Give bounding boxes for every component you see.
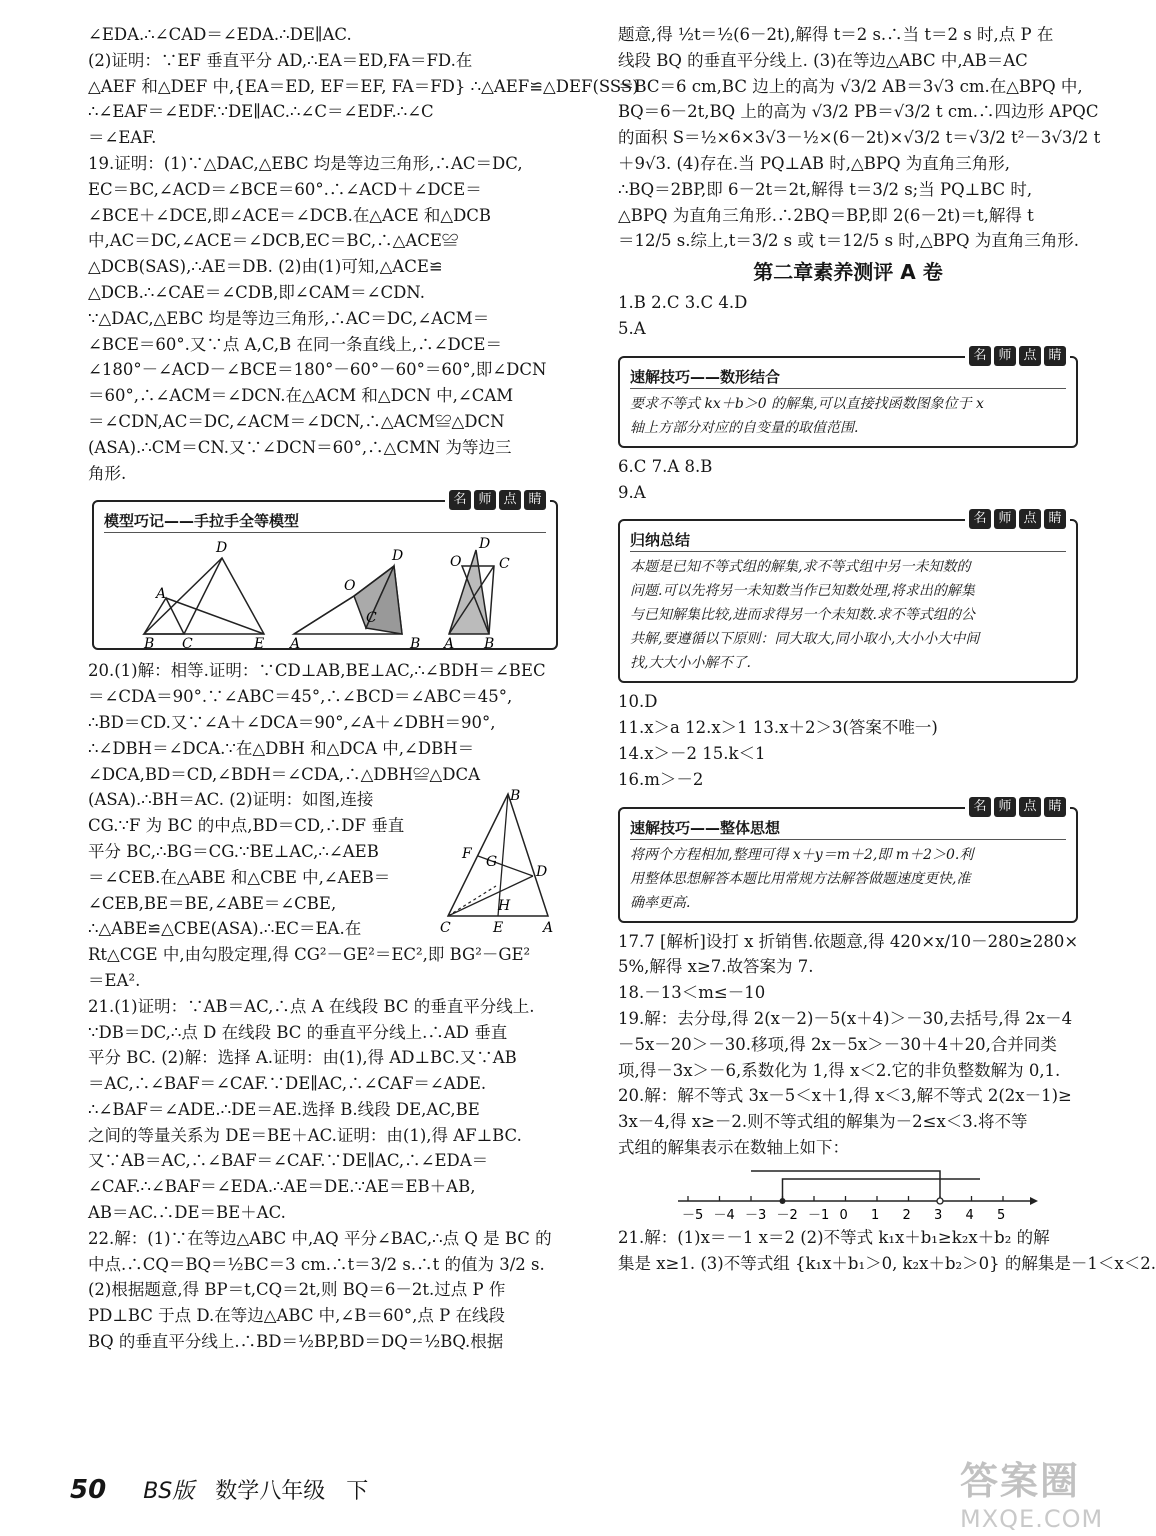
badge-char: 师 [994,346,1016,366]
text-line: ＝12/5 s.综上,t＝3/2 s 或 t＝12/5 s 时,△BPQ 为直角三角形. [618,231,1079,251]
text-line: ∴∠BAF＝∠ADE.∴DE＝AE.选择 B.线段 DE,AC,BE [88,1099,480,1119]
badge-char: 点 [1019,509,1041,529]
right-column [618,22,1156,1276]
text-line: Rt△CGE 中,由勾股定理,得 CG²－GE²＝EC²,即 BG²－GE² [88,945,531,965]
model-box [92,492,558,653]
answer-line: 11.x＞a 12.x＞1 13.x＋2＞3(答案不唯一) [618,718,938,738]
badge-tag [445,490,550,512]
figure-label: E [493,920,504,937]
badge-char: 名 [969,509,991,529]
text-line: ＝BC＝6 cm,BC 边上的高为 √3/2 AB＝3√3 cm.在△BPQ 中, [618,76,1083,96]
answer-line: 1.B 2.C 3.C 4.D [618,293,748,313]
tip-box-title: 速解技巧——数形结合 [630,366,1066,389]
figure-label: C [440,920,451,937]
text-line: ＝AC,∴∠BAF＝∠CAF.∵DE∥AC,∴∠CAF＝∠ADE. [88,1074,487,1094]
badge-char: 睛 [1044,346,1066,366]
tip-box-line: 找,大大小小解不了. [630,655,751,672]
number-line-tick-label: 5 [997,1207,1006,1223]
text-line: 角形. [88,463,127,483]
figure-label: D [216,540,228,557]
tip-box-line: 问题.可以先将另一未知数当作已知数处理,将求出的解集 [630,583,975,600]
text-line: 5%,解得 x≥7.故答案为 7. [618,957,814,977]
text-line: (ASA).∴BH＝AC. (2)证明：如图,连接 [88,790,374,810]
text-line: △BPQ 为直角三角形.∴2BQ＝BP,即 2(6－2t)＝t,解得 t [618,205,1034,225]
figure-label: D [392,548,404,565]
problem-20-22 [88,658,558,1355]
text-line: 之间的等量关系为 DE＝BE＋AC.证明：由(1),得 AF⊥BC. [88,1125,522,1145]
figure-label: B [510,788,521,805]
figure-label: C [499,556,510,573]
volume-label: 下 [346,1479,369,1504]
text-line: 3x－4,得 x≥－2.则不等式组的解集为－2≤x＜3.将不等 [618,1112,1028,1132]
tip-box-line: 要求不等式 kx＋b＞0 的解集,可以直接找函数图象位于 x [630,395,984,412]
text-line: 平分 BC. (2)解：选择 A.证明：由(1),得 AD⊥BC.又∵AB [88,1048,517,1068]
badge-tag [965,509,1070,531]
text-line: 集是 x≥1. (3)不等式组 {k₁x＋b₁＞0, k₂x＋b₂＞0} 的解集是－1＜x＜2. [618,1253,1156,1273]
figure-label: C [182,636,193,653]
text-line: ∠BCE＝60°.又∵点 A,C,B 在同一条直线上,∴∠DCE＝ [88,334,502,354]
watermark-logo: 答案圈 MXQE.COM [960,1459,1104,1533]
badge-char: 师 [474,490,496,510]
badge-char: 名 [969,346,991,366]
text-line: △DCB.∴∠CAE＝∠CDB,即∠CAM＝∠CDN. [88,282,425,302]
text-line: (ASA).∴CM＝CN.又∵∠DCN＝60°,∴△CMN 为等边三 [88,437,512,457]
text-line: ∴BQ＝2BP,即 6－2t＝2t,解得 t＝3/2 s;当 PQ⊥BC 时, [618,179,1033,199]
text-line: 22.解：(1)∵在等边△ABC 中,AQ 平分∠BAC,∴点 Q 是 BC 的 [88,1228,552,1248]
number-line-tick-label: 3 [934,1207,943,1223]
text-line: ＝∠EAF. [88,128,157,148]
text-line: 中,AC＝DC,∠ACE＝∠DCB,EC＝BC,∴△ACE≌ [88,231,459,251]
answer-line: 6.C 7.A 8.B [618,456,713,476]
figure-label: O [450,554,462,571]
tip-box [618,798,1078,923]
tip-box-line: 轴上方部分对应的自变量的取值范围. [630,419,859,436]
figure-label: H [498,898,511,915]
text-line: ＝EA². [88,970,141,990]
tip-box [618,511,1078,683]
text-line: AB＝AC.∴DE＝BE＋AC. [88,1203,286,1223]
text-line: PD⊥BC 于点 D.在等边△ABC 中,∠B＝60°,点 P 在线段 [88,1306,505,1326]
text-line: BQ＝6－2t,BQ 上的高为 √3/2 PB＝√3/2 t cm.∴四边形 APQC [618,102,1099,122]
figure-label: A [156,586,167,603]
text-line: 19.证明：(1)∵△DAC,△EBC 均是等边三角形,∴AC＝DC, [88,153,523,173]
number-line-tick-label: －4 [713,1207,735,1223]
figure-label: B [410,636,421,653]
badge-char: 点 [1019,346,1041,366]
answer-line: 16.m＞－2 [618,769,704,789]
tip-box [618,347,1078,448]
figure-label: D [479,536,491,553]
triangle-figure-q20 [438,786,558,936]
text-line: 19.解：去分母,得 2(x－2)－5(x＋4)＞－30,去括号,得 2x－4 [618,1008,1073,1028]
badge-tag [965,797,1070,819]
text-line: 20.(1)解：相等.证明：∵CD⊥AB,BE⊥AC,∴∠BDH＝∠BEC [88,661,546,681]
text-line: △DCB(SAS),∴AE＝DB. (2)由(1)可知,△ACE≌ [88,257,443,277]
text-line: 项,得－3x＞－6,系数化为 1,得 x＜2.它的非负整数解为 0,1. [618,1060,1061,1080]
text-line: 式组的解集表示在数轴上如下： [618,1137,849,1157]
figure-label: F [462,846,472,863]
figure-label: B [144,636,155,653]
text-line: 平分 BC,∴BG＝CG.∵BE⊥AC,∴∠AEB [88,841,379,861]
text-line: △AEF 和△DEF 中,{EA＝ED, EF＝EF, FA＝FD} ∴△AEF≌△DEF(SSS) [88,76,639,96]
badge-char: 睛 [1044,509,1066,529]
number-line-tick-label: －3 [745,1207,767,1223]
figure-label: A [290,636,301,653]
answer-line: 14.x＞－2 15.k＜1 [618,743,766,763]
text-line: ∵△DAC,△EBC 均是等边三角形,∴AC＝DC,∠ACM＝ [88,308,490,328]
text-line: ∠CEB,BE＝BE,∠ABE＝∠CBE, [88,893,337,913]
number-line-tick-label: 4 [965,1207,974,1223]
text-line: 线段 BQ 的垂直平分线上. (3)在等边△ABC 中,AB＝AC [618,50,1028,70]
text-line: 17.7 [解析]设打 x 折销售.依题意,得 420×x/10－280≥280× [618,931,1079,951]
badge-char: 点 [499,490,521,510]
answer-line: 9.A [618,482,646,502]
text-line: 又∵AB＝AC,∴∠BAF＝∠CAF.∵DE∥AC,∴∠EDA＝ [88,1151,489,1171]
text-line: ∠EDA.∴∠CAD＝∠EDA.∴DE∥AC. [88,25,352,44]
number-line-tick-label: －1 [808,1207,830,1223]
text-line: ∠BCE＋∠DCE,即∠ACE＝∠DCB.在△ACE 和△DCB [88,205,492,225]
text-line: ＝60°,∴∠ACM＝∠DCN.在△ACM 和△DCN 中,∠CAM [88,386,514,406]
text-line: 21.解：(1)x＝－1 x＝2 (2)不等式 k₁x＋b₁≥k₂x＋b₂ 的解 [618,1227,1050,1247]
figure-label: A [444,636,455,653]
section-title: 第二章素养测评 A 卷 [753,260,943,285]
tip-box-title: 速解技巧——整体思想 [630,817,1066,840]
tip-box-line: 将两个方程相加,整理可得 x＋y＝m＋2,即 m＋2＞0.利 [630,846,974,863]
tip-box-line: 用整体思想解答本题比用常规方法解答做题速度更快,准 [630,870,971,887]
figure-label: D [536,864,548,881]
number-line-tick-label: 1 [871,1207,880,1223]
answer-line: 5.A [618,318,646,338]
text-line: ＝∠CEB.在△ABE 和△CBE 中,∠AEB＝ [88,867,391,887]
text-line: ∴△ABE≌△CBE(ASA).∴EC＝EA.在 [88,919,362,939]
text-line: 21.(1)证明：∵AB＝AC,∴点 A 在线段 BC 的垂直平分线上. [88,996,535,1016]
tip-box-title: 模型巧记——手拉手全等模型 [104,510,546,533]
figure-label: G [486,854,498,871]
text-line: 题意,得 ½t＝½(6－2t),解得 t＝2 s.∴当 t＝2 s 时,点 P 在 [618,25,1054,44]
text-line: 18.－13＜m≤－10 [618,983,766,1003]
tip-box-line: 本题是已知不等式组的解集,求不等式组中另一未知数的 [630,559,971,576]
tip-box-line: 与已知解集比较,进而求得另一个未知数.求不等式组的公 [630,607,975,624]
page-footer [70,1474,368,1505]
text-line: ＝∠CDN,AC＝DC,∠ACM＝∠DCN,∴△ACM≌△DCN [88,411,505,431]
number-line-tick-label: 0 [839,1207,848,1223]
badge-char: 名 [969,797,991,817]
figure-label: E [254,636,265,653]
text-line: ∴∠DBH＝∠DCA.∵在△DBH 和△DCA 中,∠DBH＝ [88,738,475,758]
figure-label: B [484,636,495,653]
text-line: －5x－20＞－30.移项,得 2x－5x＞－30＋4＋20,合并同类 [618,1034,1057,1054]
badge-char: 师 [994,509,1016,529]
hand-in-hand-figures [104,536,544,653]
figure-label: O [344,578,356,595]
answer-line: 10.D [618,692,658,712]
tip-box-line: 共解,要遵循以下原则：同大取大,同小取小,大小小大中间 [630,631,980,648]
text-line: ∠180°－∠ACD－∠BCE＝180°－60°－60°＝60°,即∠DCN [88,360,547,380]
text-line: ＝∠CDA＝90°.∵∠ABC＝45°,∴∠BCD＝∠ABC＝45°, [88,687,513,707]
tip-box-title: 归纳总结 [630,529,1066,552]
text-line: 20.解：解不等式 3x－5＜x＋1,得 x＜3,解不等式 2(2x－1)≥ [618,1086,1072,1106]
edition-label: BS版 [143,1479,195,1504]
number-line-tick-label: －2 [776,1207,798,1223]
number-line [678,1165,1038,1225]
text-line: ∠DCA,BD＝CD,∠BDH＝∠CDA,∴△DBH≌△DCA [88,764,481,784]
text-line: 中点.∴CQ＝BQ＝½BC＝3 cm.∴t＝3/2 s.∴t 的值为 3/2 s. [88,1254,545,1274]
badge-char: 睛 [1044,797,1066,817]
tip-box-line: 确率更高. [630,894,691,911]
figure-label: A [543,920,554,937]
text-line: (2)根据题意,得 BP＝t,CQ＝2t,则 BQ＝6－2t.过点 P 作 [88,1280,506,1300]
text-line: ∴∠EAF＝∠EDF.∵DE∥AC.∴∠C＝∠EDF.∴∠C [88,102,434,122]
text-line: (2)证明：∵EF 垂直平分 AD,∴EA＝ED,FA＝FD.在 [88,50,473,70]
badge-char: 睛 [524,490,546,510]
badge-char: 师 [994,797,1016,817]
badge-char: 名 [449,490,471,510]
page-number: 50 [70,1475,107,1505]
text-line: BQ 的垂直平分线上.∴BD＝½BP,BD＝DQ＝½BQ.根据 [88,1332,504,1352]
text-line: ∴BD＝CD.又∵∠A＋∠DCA＝90°,∠A＋∠DBH＝90°, [88,712,496,732]
text-line: ∵DB＝DC,∴点 D 在线段 BC 的垂直平分线上.∴AD 垂直 [88,1022,508,1042]
text-line: ∠CAF.∴∠BAF＝∠EDA.∴AE＝DE.∵AE＝EB＋AB, [88,1177,476,1197]
badge-char: 点 [1019,797,1041,817]
badge-tag [965,346,1070,368]
text-line: ＋9√3. (4)存在.当 PQ⊥AB 时,△BPQ 为直角三角形, [618,153,1010,173]
number-line-tick-label: －5 [682,1207,704,1223]
figure-label: C [366,610,377,627]
number-line-tick-label: 2 [902,1207,911,1223]
text-line: 的面积 S＝½×6×3√3－½×(6－2t)×√3/2 t＝√3/2 t²－3√3/2 t [618,128,1101,148]
subject-label: 数学八年级 [215,1479,326,1504]
text-line: EC＝BC,∠ACD＝∠BCE＝60°.∴∠ACD＋∠DCE＝ [88,179,482,199]
text-line: CG.∵F 为 BC 的中点,BD＝CD,∴DF 垂直 [88,816,405,836]
